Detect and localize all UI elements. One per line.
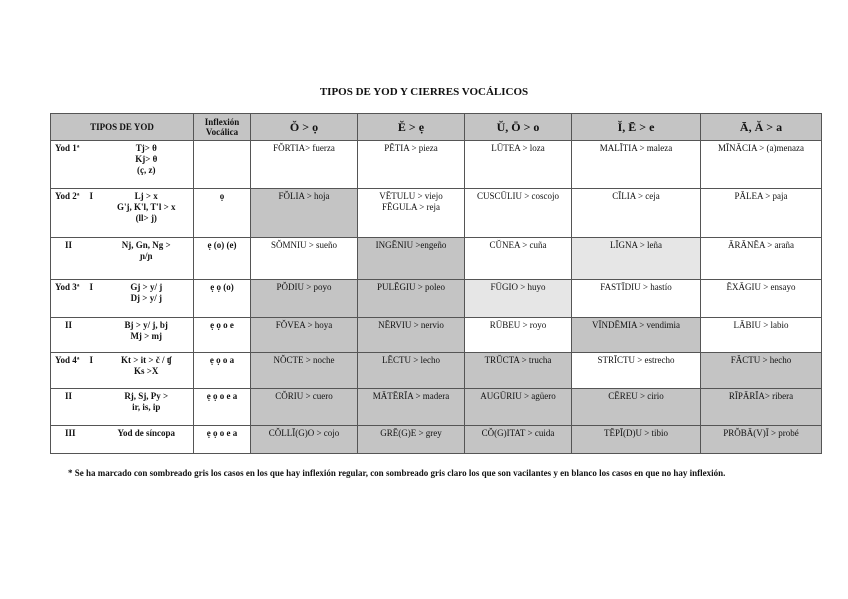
- header-row: [51, 114, 822, 141]
- yod-type-cell: Tj> θ Kj> θ (ç, z): [100, 141, 194, 189]
- inflexion-cell: ẹ ọ o e: [194, 318, 251, 353]
- inflexion-cell: ẹ (o) (e): [194, 238, 251, 280]
- yod-group-label: [51, 318, 100, 353]
- example-cell: CŎ(G)ITAT > cuida: [465, 426, 572, 454]
- page-title: TIPOS DE YOD Y CIERRES VOCÁLICOS: [319, 86, 529, 98]
- example-cell: ĔXĀGIU > ensayo: [701, 280, 822, 318]
- inflexion-cell: ẹ ọ (o): [194, 280, 251, 318]
- example-cell: FŎRTIA> fuerza: [251, 141, 358, 189]
- example-cell: TRŬCTA > trucha: [465, 353, 572, 389]
- yod-type-cell: Yod de síncopa: [100, 426, 194, 454]
- header-vowel: Ŏ > ọ: [251, 114, 358, 141]
- yod-group-name: Yod 3ª: [55, 282, 80, 292]
- example-cell: INGĔNIU >engeño: [358, 238, 465, 280]
- inflexion-cell: ọ: [194, 189, 251, 238]
- example-cell: AUGŪRIU > agüero: [465, 389, 572, 426]
- example-cell: LĀBIU > labio: [701, 318, 822, 353]
- yod-group-label: [51, 280, 100, 318]
- yod-group-label: [51, 189, 100, 238]
- yod-group-label: [51, 141, 100, 189]
- example-cell: MĬNĀCIA > (a)menaza: [701, 141, 822, 189]
- example-cell: PĂLEA > paja: [701, 189, 822, 238]
- yod-type-cell: Lj > x G'j, K'l, T'l > x (ll> j): [100, 189, 194, 238]
- yod-subtype-number: III: [65, 428, 76, 438]
- example-cell: CĒREU > cirio: [572, 389, 701, 426]
- example-cell: LĬGNA > leña: [572, 238, 701, 280]
- table-row: [51, 353, 822, 389]
- example-cell: STRĬCTU > estrecho: [572, 353, 701, 389]
- header-vowel: Ĭ, Ē > e: [572, 114, 701, 141]
- yod-type-cell: Rj, Sj, Py > ir, is, ip: [100, 389, 194, 426]
- header-vowel: Ā, Ă > a: [701, 114, 822, 141]
- example-cell: FŎLIA > hoja: [251, 189, 358, 238]
- yod-subtype-number: II: [65, 391, 73, 401]
- yod-group-name: Yod 4ª: [55, 355, 80, 365]
- table-row: [51, 280, 822, 318]
- example-cell: PRŎBĀ(V)Ī > probé: [701, 426, 822, 454]
- yod-group-label: [51, 238, 100, 280]
- yod-subtype-number: II: [65, 320, 73, 330]
- table-row: [51, 426, 822, 454]
- yod-group-label: [51, 426, 100, 454]
- example-cell: RŪBEU > royo: [465, 318, 572, 353]
- table-row: [51, 141, 822, 189]
- example-cell: NĔRVIU > nervio: [358, 318, 465, 353]
- example-cell: VĔTULU > viejo FĔGULA > reja: [358, 189, 465, 238]
- yod-type-cell: Gj > y/ j Dj > y/ j: [100, 280, 194, 318]
- example-cell: LĔCTU > lecho: [358, 353, 465, 389]
- yod-subtype-number: I: [89, 282, 93, 292]
- example-cell: CŎRIU > cuero: [251, 389, 358, 426]
- example-cell: SŎMNIU > sueño: [251, 238, 358, 280]
- example-cell: CĬLIA > ceja: [572, 189, 701, 238]
- yod-type-cell: Kt > it > č / ʧ Ks >X: [100, 353, 194, 389]
- example-cell: RĪPĀRĬA> ribera: [701, 389, 822, 426]
- header-inflexion: Inflexión Vocálica: [194, 114, 251, 141]
- header-vowel: Ŭ, Ō > o: [465, 114, 572, 141]
- inflexion-cell: [194, 141, 251, 189]
- example-cell: FŎVEA > hoya: [251, 318, 358, 353]
- yod-group-name: Yod 1ª: [55, 143, 80, 153]
- example-cell: CŎLLĬ(G)O > cojo: [251, 426, 358, 454]
- yod-group-name: Yod 2ª: [55, 191, 80, 201]
- footnote: * Se ha marcado con sombreado gris los casos en los que hay inflexión regular, con sombreado gris claro los que son vacilantes y en blanco los casos en que no hay inflexión.: [68, 468, 726, 478]
- table-row: [51, 318, 822, 353]
- example-cell: VĪNDĒMIA > vendimia: [572, 318, 701, 353]
- header-vowel: Ĕ > ẹ: [358, 114, 465, 141]
- example-cell: PŎDIU > poyo: [251, 280, 358, 318]
- yod-subtype-number: II: [65, 240, 73, 250]
- table-row: [51, 389, 822, 426]
- example-cell: GRĔ(G)E > grey: [358, 426, 465, 454]
- yod-type-cell: Bj > y/ j, bj Mj > mj: [100, 318, 194, 353]
- yod-type-cell: Nj, Gn, Ng > ɲ/ɲ: [100, 238, 194, 280]
- example-cell: MALĬTIA > maleza: [572, 141, 701, 189]
- example-cell: ĀRĀNĔA > araña: [701, 238, 822, 280]
- example-cell: NŎCTE > noche: [251, 353, 358, 389]
- yod-table: [50, 113, 822, 454]
- yod-group-label: [51, 389, 100, 426]
- example-cell: MĀTĔRĬA > madera: [358, 389, 465, 426]
- example-cell: LŪTEA > loza: [465, 141, 572, 189]
- yod-subtype-number: I: [89, 355, 93, 365]
- table-row: [51, 189, 822, 238]
- yod-group-label: [51, 353, 100, 389]
- table-row: [51, 238, 822, 280]
- inflexion-cell: ẹ ọ o e a: [194, 389, 251, 426]
- example-cell: PULĔGIU > poleo: [358, 280, 465, 318]
- yod-subtype-number: I: [89, 191, 93, 201]
- example-cell: FŪGIO > huyo: [465, 280, 572, 318]
- inflexion-cell: ẹ ọ o a: [194, 353, 251, 389]
- example-cell: FĂCTU > hecho: [701, 353, 822, 389]
- example-cell: FASTĪDIU > hastío: [572, 280, 701, 318]
- example-cell: CŬNEA > cuña: [465, 238, 572, 280]
- example-cell: PĔTIA > pieza: [358, 141, 465, 189]
- inflexion-cell: ẹ ọ o e a: [194, 426, 251, 454]
- example-cell: TĔPĬ(D)U > tibio: [572, 426, 701, 454]
- header-tipos: TIPOS DE YOD: [51, 114, 194, 141]
- table-body: [51, 141, 822, 454]
- example-cell: CUSCŪLIU > coscojo: [465, 189, 572, 238]
